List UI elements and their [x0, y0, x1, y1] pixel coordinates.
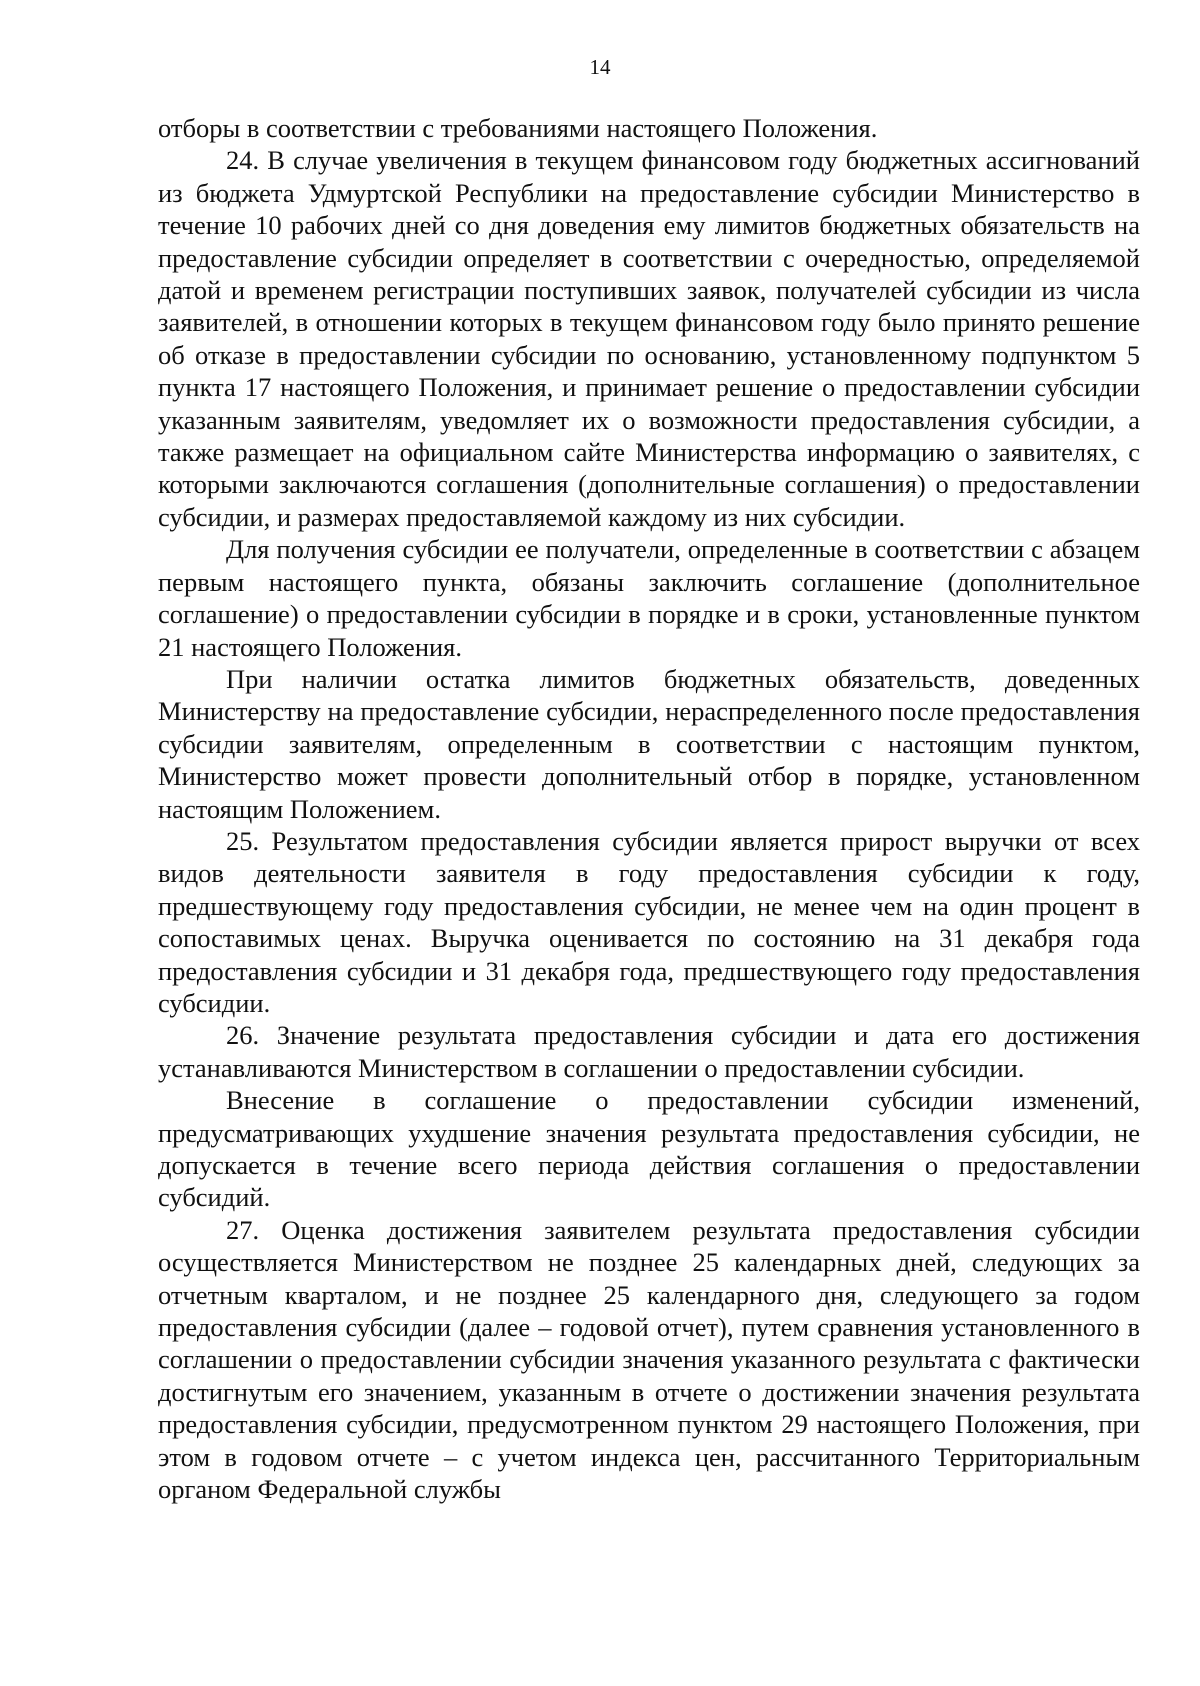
- paragraph: При наличии остатка лимитов бюджетных обязательств, доведенных Министерству на предоставление субсидии, нераспределенного после предоставления субсидии заявителям, определенным в соответствии с настоящим пунктом, Министерство может провести дополнительный отбор в порядке, установленном настоящим Положением.: [158, 663, 1140, 824]
- paragraph: 24. В случае увеличения в текущем финансовом году бюджетных ассигнований из бюджета Удмуртской Республики на предоставление субсидии Министерство в течение 10 рабочих дней со дня доведения ему лимитов бюджетных обязательств на предоставление субсидии определяет в соответствии с очередностью, определяемой датой и временем регистрации поступивших заявок, получателей субсидии из числа заявителей, в отношении которых в текущем финансовом году было принято решение об отказе в предоставлении субсидии по основанию, установленному подпунктом 5 пункта 17 настоящего Положения, и принимает решение о предоставлении субсидии указанным заявителям, уведомляет их о возможности предоставления субсидии, а также размещает на официальном сайте Министерства информацию о заявителях, с которыми заключаются соглашения (дополнительные соглашения) о предоставлении субсидии, и размерах предоставляемой каждому из них субсидии.: [158, 145, 1140, 532]
- paragraph: отборы в соответствии с требованиями настоящего Положения.: [158, 113, 878, 143]
- paragraph: 26. Значение результата предоставления субсидии и дата его достижения устанавливаются Министерством в соглашении о предоставлении субсидии.: [158, 1020, 1140, 1083]
- document-body: [158, 112, 1140, 1505]
- paragraph: 25. Результатом предоставления субсидии является прирост выручки от всех видов деятельности заявителя в году предоставления субсидии к году, предшествующему году предоставления субсидии, не менее чем на один процент в сопоставимых ценах. Выручка оценивается по состоянию на 31 декабря года предоставления субсидии и 31 декабря года, предшествующего году предоставления субсидии.: [158, 825, 1140, 1018]
- page-number: 14: [589, 55, 611, 79]
- paragraph: Для получения субсидии ее получатели, определенные в соответствии с абзацем первым настоящего пункта, обязаны заключить соглашение (дополнительное соглашение) о предоставлении субсидии в порядке и в сроки, установленные пунктом 21 настоящего Положения.: [158, 534, 1140, 662]
- paragraph: 27. Оценка достижения заявителем результата предоставления субсидии осуществляется Министерством не позднее 25 календарных дней, следующих за отчетным кварталом, и не позднее 25 календарного дня, следующего за годом предоставления субсидии (далее – годовой отчет), путем сравнения установленного в соглашении о предоставлении субсидии значения указанного результата с фактически достигнутым его значением, указанным в отчете о достижении значения результата предоставления субсидии, предусмотренном пунктом 29 настоящего Положения, при этом в годовом отчете – с учетом индекса цен, рассчитанного Территориальным органом Федеральной службы: [158, 1214, 1140, 1505]
- paragraph: Внесение в соглашение о предоставлении субсидии изменений, предусматривающих ухудшение значения результата предоставления субсидии, не допускается в течение всего периода действия соглашения о предоставлении субсидий.: [158, 1085, 1140, 1213]
